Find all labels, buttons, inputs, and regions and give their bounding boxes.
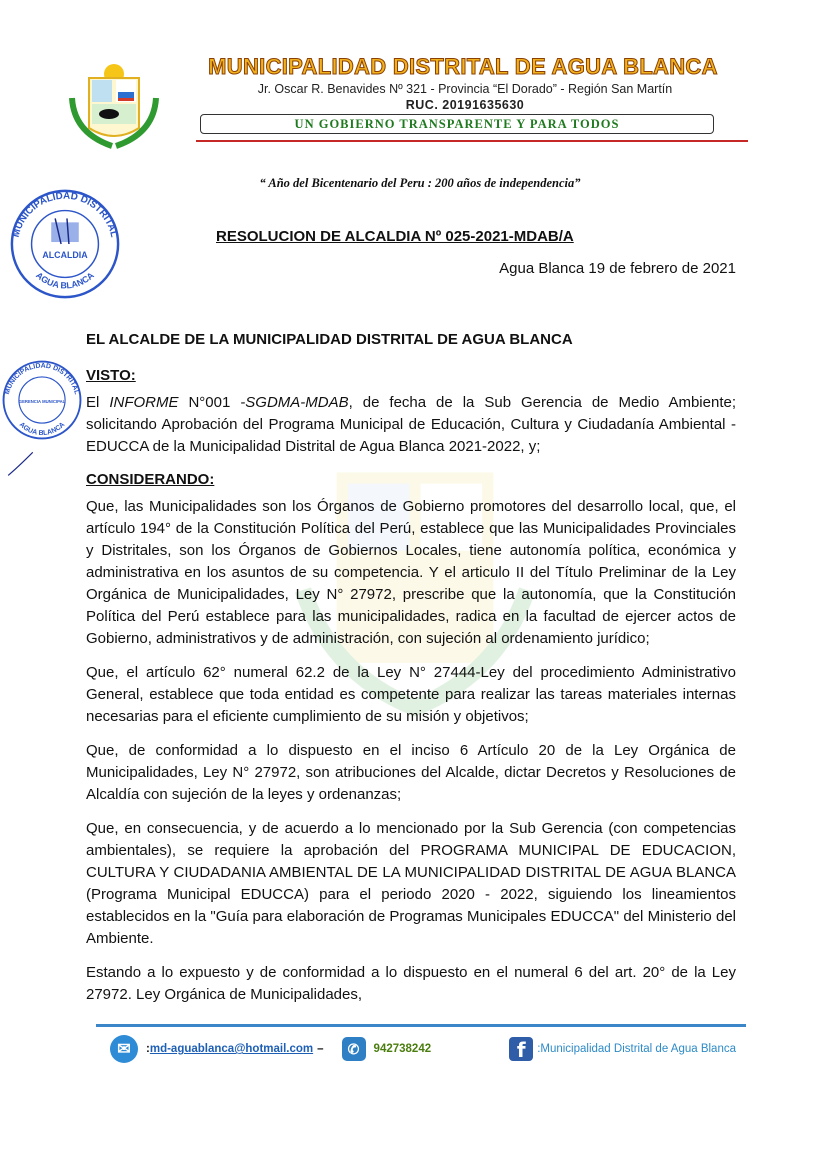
municipal-crest-icon: [64, 58, 164, 150]
seal-top-text: MUNICIPALIDAD DISTRITAL: [10, 190, 120, 239]
seal-bottom-text: AGUA BLANCA: [34, 270, 96, 291]
considerando-paragraph: Que, el artículo 62° numeral 62.2 de la Ley N° 27444-Ley del procedimiento Administrativo General, establece que toda entidad es competente para realizar las tareas materiales internas necesarias para el eficiente cumplimiento de su misión y objetivos;: [86, 664, 736, 725]
municipality-address: Jr. Oscar R. Benavides Nº 321 - Provincia “El Dorado” - Región San Martín: [257, 82, 673, 96]
visto-text: N°001: [178, 394, 241, 411]
page-footer: [86, 1024, 736, 1063]
authority-heading: EL ALCALDE DE LA MUNICIPALIDAD DISTRITAL DE AGUA BLANCA: [86, 331, 573, 348]
gerencia-seal-icon: [2, 360, 82, 480]
footer-contacts: [110, 1035, 736, 1063]
considerando-paragraph: Que, las Municipalidades son los Órganos de Gobierno promotores del desarrollo local, que, el artículo 194° de la Constitución Política del Perú, establece que las Municipalidades Provinciales y Distritales, son los Órganos de Gobiernos Locales, tiene autonomía política, económica y administrativa en los asuntos de su competencia. Y el articulo II del Título Preliminar de la Ley Orgánica de Municipalidades, Ley N° 27972, prescribe que la autonomía, que la Constitución Política del Perú establece para las municipalidades, radica en la facultad de ejercer actos de Gobierno, administrativos y de administración, con sujeción al ordenamiento jurídico;: [86, 498, 736, 647]
informe-code: -SGDMA-MDAB: [240, 394, 349, 411]
document-date: Agua Blanca 19 de febrero de 2021: [499, 260, 736, 277]
seal-center-text: GERENCIA MUNICIPAL: [18, 399, 66, 405]
informe-word: INFORME: [109, 394, 179, 411]
resolution-body: [86, 330, 736, 1063]
email-prefix: :: [146, 1043, 150, 1055]
footer-facebook: [509, 1037, 736, 1061]
visto-paragraph: [86, 392, 736, 458]
alcaldia-seal-icon: [6, 188, 124, 300]
facebook-page[interactable]: :Municipalidad Distrital de Agua Blanca: [537, 1043, 736, 1055]
separator: –: [317, 1043, 324, 1055]
municipality-name: MUNICIPALIDAD DISTRITAL DE AGUA BLANCA: [208, 54, 718, 79]
phone-icon: ✆: [342, 1037, 366, 1061]
footer-email: [110, 1035, 324, 1063]
considerando-paragraph: Estando a lo expuesto y de conformidad a lo dispuesto en el numeral 6 del art. 20° de la Ley 27972. Ley Orgánica de Municipalidades,: [86, 964, 736, 1003]
year-motto: “ Año del Bicentenario del Peru : 200 años de independencia”: [259, 176, 581, 190]
envelope-icon: ✉: [110, 1035, 138, 1063]
facebook-icon: f: [509, 1037, 533, 1061]
footer-phone: [342, 1037, 432, 1061]
seal-center-text: ALCALDIA: [42, 249, 88, 260]
seal-top-text: MUNICIPALIDAD DISTRITAL: [3, 362, 81, 396]
resolution-title: RESOLUCION DE ALCALDIA Nº 025-2021-MDAB/A: [216, 228, 574, 245]
visto-text: El: [86, 394, 110, 411]
phone-number: 942738242: [373, 1043, 432, 1055]
email-link[interactable]: md-aguablanca@hotmail.com: [149, 1043, 314, 1055]
slogan-banner: UN GOBIERNO TRANSPARENTE Y PARA TODOS: [200, 114, 714, 134]
svg-text:MUNICIPALIDAD DISTRITAL: [4, 363, 80, 396]
ruc-number: RUC. 20191635630: [405, 98, 525, 112]
considerando-heading: CONSIDERANDO:: [86, 471, 215, 488]
considerando-paragraph: Que, de conformidad a lo dispuesto en el inciso 6 Artículo 20 de la Ley Orgánica de Municipalidades, Ley N° 27972, son atribuciones del Alcalde, dictar Decretos y Resoluciones de Alcaldía con sujeción de la leyes y ordenanzas;: [86, 742, 736, 803]
considerando-paragraph: Que, en consecuencia, y de acuerdo a lo mencionado por la Sub Gerencia (con competencias ambientales), se requiere la aprobación del PROGRAMA MUNICIPAL DE EDUCACION, CULTURA Y CIUDADANIA AMBIENTAL DE LA MUNICIPALIDAD DISTRITAL DE AGUA BLANCA (Programa Municipal EDUCCA) para el periodo 2020 - 2022, siguiendo los lineamientos establecidos en la "Guía para elaboración de Programas Municipales EDUCCA" del Ministerio del Ambiente.: [86, 820, 736, 947]
visto-heading: VISTO:: [86, 367, 136, 384]
svg-text:AGUA BLANCA: [34, 270, 96, 291]
header-divider: [196, 140, 748, 142]
footer-divider: [96, 1024, 746, 1027]
seal-bottom-text: AGUA BLANCA: [17, 421, 67, 438]
visto-text: , de fecha de la Sub Gerencia de Medio Ambiente; solicitando Aprobación del Programa Municipal de Educación, Cultura y Ciudadanía Ambiental - EDUCCA de la Municipalidad Distrital de Agua Blanca 2021-2022, y;: [86, 394, 737, 455]
